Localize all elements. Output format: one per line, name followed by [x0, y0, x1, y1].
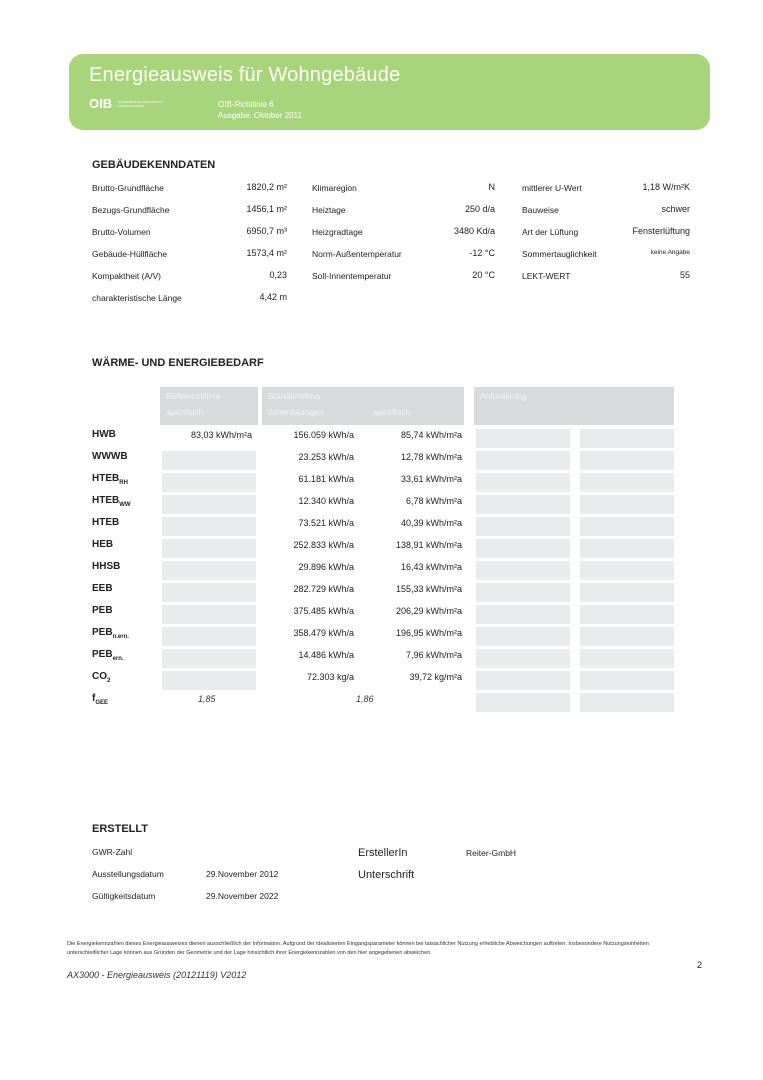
requirement-cell [476, 451, 570, 470]
signature-label: Unterschrift [358, 869, 415, 881]
created-heading: ERSTELLT [92, 823, 149, 835]
empty-ref-cell [162, 561, 256, 580]
building-data-col1 [92, 180, 287, 312]
data-value: 1573,4 m² [246, 248, 287, 258]
issue-date-value: 29.November 2012 [206, 869, 279, 879]
empty-ref-cell [162, 649, 256, 668]
data-row [522, 224, 690, 246]
data-value: Fensterlüftung [632, 226, 690, 236]
building-data-heading: GEBÄUDEKENNDATEN [92, 159, 216, 171]
zone-value: 73.521 kWh/a [298, 518, 354, 528]
spec-value: 39,72 kg/m²a [409, 672, 462, 682]
data-row [92, 290, 287, 312]
data-value: 250 d/a [464, 204, 495, 214]
creator-label: ErstellerIn [358, 847, 408, 859]
data-label: mittlerer U-Wert [522, 183, 582, 193]
data-row [92, 224, 287, 246]
data-row [522, 246, 690, 268]
disclaimer-text: Die Energiekennzahlen dieses Energieausweises dienen ausschließlich der Information. Aufgrund der idealisierten Eingangsparameter können bei tatsächlicher Nutzung erhebliche Abweichungen auftreten. Insbesondere Nutzungseinheiten unterschiedlicher Lage können aus Gründen der Geometrie und der Lage hinsichtlich ihrer Energiekennzahlen von den hier angegebenen abweichen. [67, 941, 649, 956]
row-label-hwb: HWB [92, 429, 116, 440]
valid-date-label: Gültigkeitsdatum [92, 891, 156, 901]
requirement-cell [476, 561, 570, 580]
requirement-cell [580, 693, 674, 712]
requirement-cell [476, 671, 570, 690]
data-label: Kompaktheit (A/V) [92, 271, 161, 281]
zone-value: 375.485 kWh/a [293, 606, 354, 616]
requirement-cell [476, 517, 570, 536]
zone-value: 12.340 kWh/a [298, 496, 354, 506]
spec-value: 33,61 kWh/m²a [400, 474, 462, 484]
spec-value: 155,33 kWh/m²a [395, 584, 462, 594]
data-row [92, 180, 287, 202]
ref-value: 83,03 kWh/m²a [190, 430, 252, 440]
data-value: 0,23 [269, 270, 287, 280]
data-label: Brutto-Grundfläche [92, 183, 164, 193]
row-label-hteb: HTEB [92, 517, 120, 528]
spec-value: 40,39 kWh/m²a [400, 518, 462, 528]
guideline-info [218, 99, 302, 121]
empty-ref-cell [162, 627, 256, 646]
spec-value: 16,43 kWh/m²a [400, 562, 462, 572]
zone-value: 358.479 kWh/a [293, 628, 354, 638]
data-value: 3480 Kd/a [453, 226, 495, 236]
row-label-peb-ern: $PEB_{ern.}$ [92, 649, 124, 662]
requirement-cell [476, 539, 570, 558]
data-row [312, 246, 495, 268]
page-title: Energieausweis für Wohngebäude [89, 64, 401, 86]
data-value: -12 °C [469, 248, 495, 258]
gwr-label: GWR-Zahl [92, 847, 133, 857]
data-label: Norm-Außentemperatur [312, 249, 402, 259]
requirement-cell [580, 473, 674, 492]
data-label: charakteristische Länge [92, 293, 182, 303]
data-value: 4,42 m [259, 292, 287, 302]
oib-logo: OIB [89, 96, 113, 111]
data-label: Bauweise [522, 205, 559, 215]
zone-value: 72.303 kg/a [306, 672, 354, 682]
data-row [312, 224, 495, 246]
row-label-wwwb: WWWB [92, 451, 128, 462]
spec-value: 196,95 kWh/m²a [395, 628, 462, 638]
data-value: 1820,2 m² [246, 182, 287, 192]
requirement-cell [580, 451, 674, 470]
spec-value: 7,96 kWh/m²a [405, 650, 462, 660]
data-row [312, 202, 495, 224]
requirement-cell [580, 561, 674, 580]
data-value: 6950,7 m³ [246, 226, 287, 236]
data-label: Sommertauglichkeit [522, 249, 597, 259]
data-value: keine Angabe [650, 249, 690, 256]
issue-date-label: Ausstellungsdatum [92, 869, 164, 879]
row-label-peb: PEB [92, 605, 113, 616]
row-label-hhsb: HHSB [92, 561, 121, 572]
row-label-co2: $CO_2$ [92, 671, 111, 684]
empty-ref-cell [162, 517, 256, 536]
std-header-line3: spezifisch [373, 407, 411, 417]
data-label: LEKT-WERT [522, 271, 571, 281]
zone-value: 29.896 kWh/a [298, 562, 354, 572]
data-row [92, 202, 287, 224]
requirement-cell [476, 583, 570, 602]
data-value: N [488, 182, 495, 192]
requirement-cell [580, 671, 674, 690]
empty-ref-cell [162, 671, 256, 690]
spec-value: 6,78 kWh/m²a [405, 496, 462, 506]
data-label: Soll-Innentemperatur [312, 271, 392, 281]
data-label: Heiztage [312, 205, 346, 215]
energy-heading: WÄRME- UND ENERGIEBEDARF [92, 357, 264, 369]
page-number: 2 [697, 960, 703, 970]
requirement-cell [476, 693, 570, 712]
zone-value: 61.181 kWh/a [298, 474, 354, 484]
empty-ref-cell [162, 451, 256, 470]
requirement-cell [580, 517, 674, 536]
requirement-cell [476, 627, 570, 646]
data-label: Klimaregion [312, 183, 357, 193]
data-label: Bezugs-Grundfläche [92, 205, 170, 215]
ref-header-line1: Referenzklima [166, 391, 221, 401]
requirement-cell [476, 605, 570, 624]
requirement-cell [580, 605, 674, 624]
row-label-hteb-ww: $HTEB_{WW}$ [92, 495, 131, 508]
data-label: Art der Lüftung [522, 227, 579, 237]
data-row [92, 246, 287, 268]
data-value: 20 °C [472, 270, 495, 280]
data-label: Heizgradtage [312, 227, 363, 237]
requirement-cell [476, 495, 570, 514]
edition-label: Ausgabe: Oktober 2011 [218, 111, 302, 120]
requirement-cell [580, 495, 674, 514]
requirement-cell [580, 539, 674, 558]
oib-logo-subtitle: ÖSTERREICHISCHES INSTITUT FÜR BAUTECHNIK [118, 100, 164, 108]
data-label: Brutto-Volumen [92, 227, 151, 237]
ref-header-line2: spezifisch [166, 407, 204, 417]
zone-value: 282.729 kWh/a [293, 584, 354, 594]
data-row [312, 268, 495, 290]
spec-value: 138,91 kWh/m²a [395, 540, 462, 550]
empty-ref-cell [162, 583, 256, 602]
guideline-label: OIB-Richtlinie 6 [218, 100, 274, 109]
spec-value: 12,78 kWh/m²a [400, 452, 462, 462]
data-row [92, 268, 287, 290]
row-label-fgee: $f_{GEE}$ [92, 693, 109, 706]
zone-value: 23.253 kWh/a [298, 452, 354, 462]
row-label-heb: HEB [92, 539, 114, 550]
requirement-cell [580, 627, 674, 646]
building-data-col3 [522, 180, 690, 290]
requirement-cell [476, 429, 570, 448]
empty-ref-cell [162, 473, 256, 492]
empty-ref-cell [162, 539, 256, 558]
row-label-eeb: EEB [92, 583, 113, 594]
requirement-cell [580, 649, 674, 668]
fgee-ref-value: 1,85 [198, 694, 216, 704]
empty-ref-cell [162, 605, 256, 624]
data-value: 55 [679, 270, 690, 280]
zone-value: 252.833 kWh/a [293, 540, 354, 550]
zone-value: 14.486 kWh/a [298, 650, 354, 660]
req-header-line1: Anforderung [480, 391, 527, 401]
row-label-peb-n-ern: $PEB_{n.ern.}$ [92, 627, 129, 640]
creator-value: Reiter-GmbH [466, 848, 517, 858]
data-value: 1456,1 m² [246, 204, 287, 214]
requirement-cell [580, 429, 674, 448]
building-data-col2 [312, 180, 495, 290]
data-value: schwer [661, 204, 690, 214]
fgee-std-value: 1,86 [356, 694, 374, 704]
spec-value: 206,29 kWh/m²a [395, 606, 462, 616]
requirement-cell [580, 583, 674, 602]
data-row [522, 180, 690, 202]
valid-date-value: 29.November 2022 [206, 891, 279, 901]
data-label: Gebäude-Hüllfläche [92, 249, 168, 259]
requirement-cell [476, 649, 570, 668]
data-row [522, 268, 690, 290]
requirement-cell [476, 473, 570, 492]
data-row [522, 202, 690, 224]
zone-value: 156.059 kWh/a [293, 430, 354, 440]
std-header-line1: Standortklima [268, 391, 320, 401]
software-version: AX3000 - Energieausweis (20121119) V2012 [67, 970, 247, 980]
spec-value: 85,74 kWh/m²a [400, 430, 462, 440]
data-value: 1,18 W/m²K [642, 182, 690, 192]
empty-ref-cell [162, 495, 256, 514]
std-header-line2: zonenbezogen [268, 407, 324, 417]
row-label-hteb-rh: $HTEB_{RH}$ [92, 473, 128, 486]
data-row [312, 180, 495, 202]
